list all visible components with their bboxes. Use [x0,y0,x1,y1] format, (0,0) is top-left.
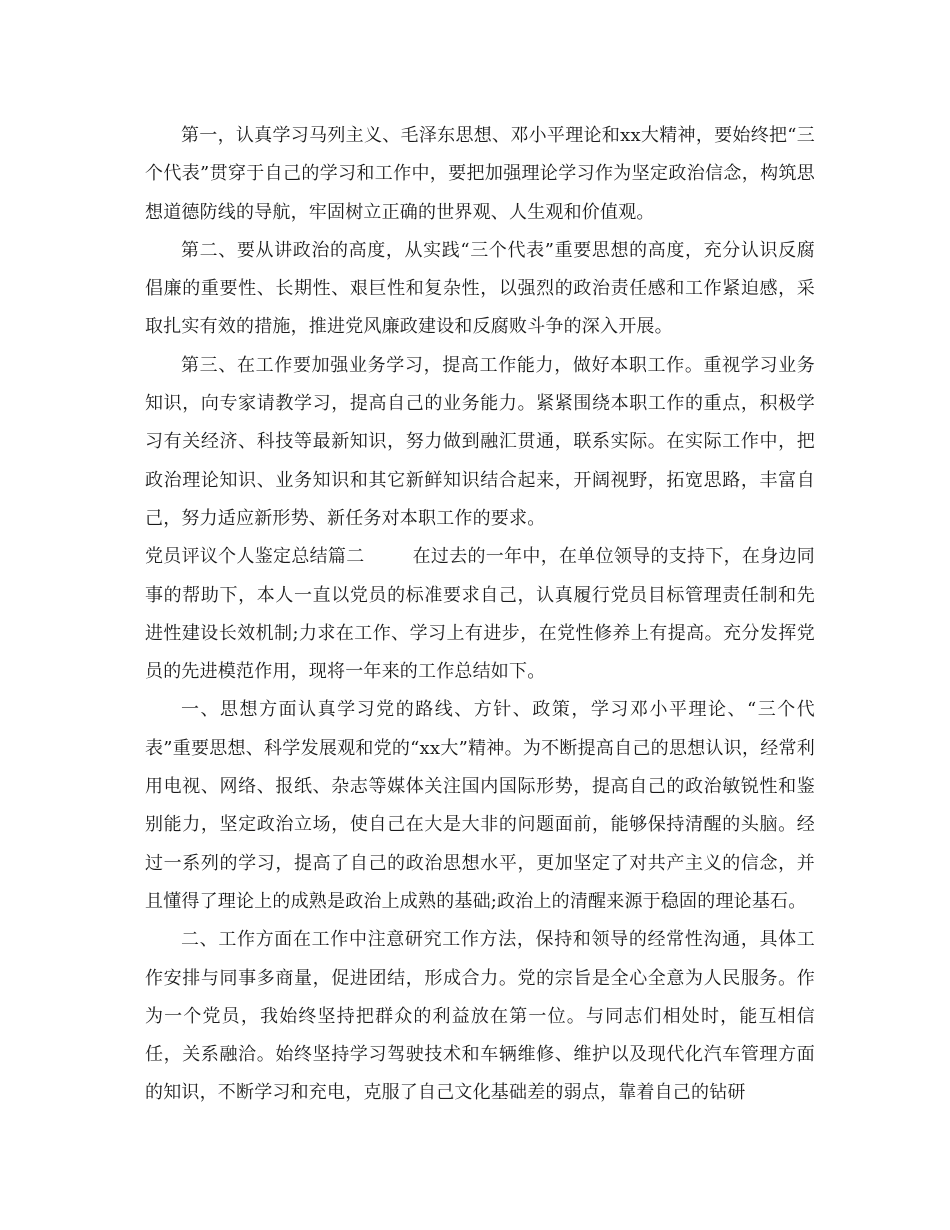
paragraph-work: 二、工作方面在工作中注意研究工作方法，保持和领导的经常性沟通，具体工作安排与同事多商量，促进团结，形成合力。党的宗旨是全心全意为人民服务。作为一个党员，我始终坚持把群众的利益放在第一位。与同志们相处时，能互相信任，关系融洽。始终坚持学习驾驶技术和车辆维修、维护以及现代化汽车管理方面的知识，不断学习和充电，克服了自己文化基础差的弱点，靠着自己的钻研 [145,929,815,1104]
section-intro-text: 在过去的一年中，在单位领导的支持下，在身边同事的帮助下，本人一直以党员的标准要求自己，认真履行党员目标管理责任制和先进性建设长效机制;力求在工作、学习上有进步，在党性修养上有提高。充分发挥党员的先进模范作用，现将一年来的工作总结如下。 [145,546,815,683]
paragraph-section-two [145,538,815,691]
paragraph-thought: 一、思想方面认真学习党的路线、方针、政策，学习邓小平理论、“三个代表”重要思想、科学发展观和党的“xx大”精神。为不断提高自己的思想认识，经常利用电视、网络、报纸、杂志等媒体关注国内国际形势，提高自己的政治敏锐性和鉴别能力，坚定政治立场，使自己在大是大非的问题面前，能够保持清醒的头脑。经过一系列的学习，提高了自己的政治思想水平，更加坚定了对共产主义的信念，并且懂得了理论上的成熟是政治上成熟的基础;政治上的清醒来源于稳固的理论基石。 [145,699,815,912]
section-heading: 党员评议个人鉴定总结篇二 [145,546,365,568]
heading-gap [365,546,413,567]
paragraph-third: 第三、在工作要加强业务学习，提高工作能力，做好本职工作。重视学习业务知识，向专家请教学习，提高自己的业务能力。紧紧围绕本职工作的重点，积极学习有关经济、科技等最新知识，努力做到融汇贯通，联系实际。在实际工作中，把政治理论知识、业务知识和其它新鲜知识结合起来，开阔视野，拓宽思路，丰富自己，努力适应新形势、新任务对本职工作的要求。 [145,354,815,529]
paragraph-first: 第一，认真学习马列主义、毛泽东思想、邓小平理论和xx大精神，要始终把“三个代表”贯穿于自己的学习和工作中，要把加强理论学习作为坚定政治信念，构筑思想道德防线的导航，牢固树立正确的世界观、人生观和价值观。 [145,125,815,223]
paragraph-second: 第二、要从讲政治的高度，从实践“三个代表”重要思想的高度，充分认识反腐倡廉的重要性、长期性、艰巨性和复杂性，以强烈的政治责任感和工作紧迫感，采取扎实有效的措施，推进党风廉政建设和反腐败斗争的深入开展。 [145,239,815,338]
document-body [145,117,815,1113]
